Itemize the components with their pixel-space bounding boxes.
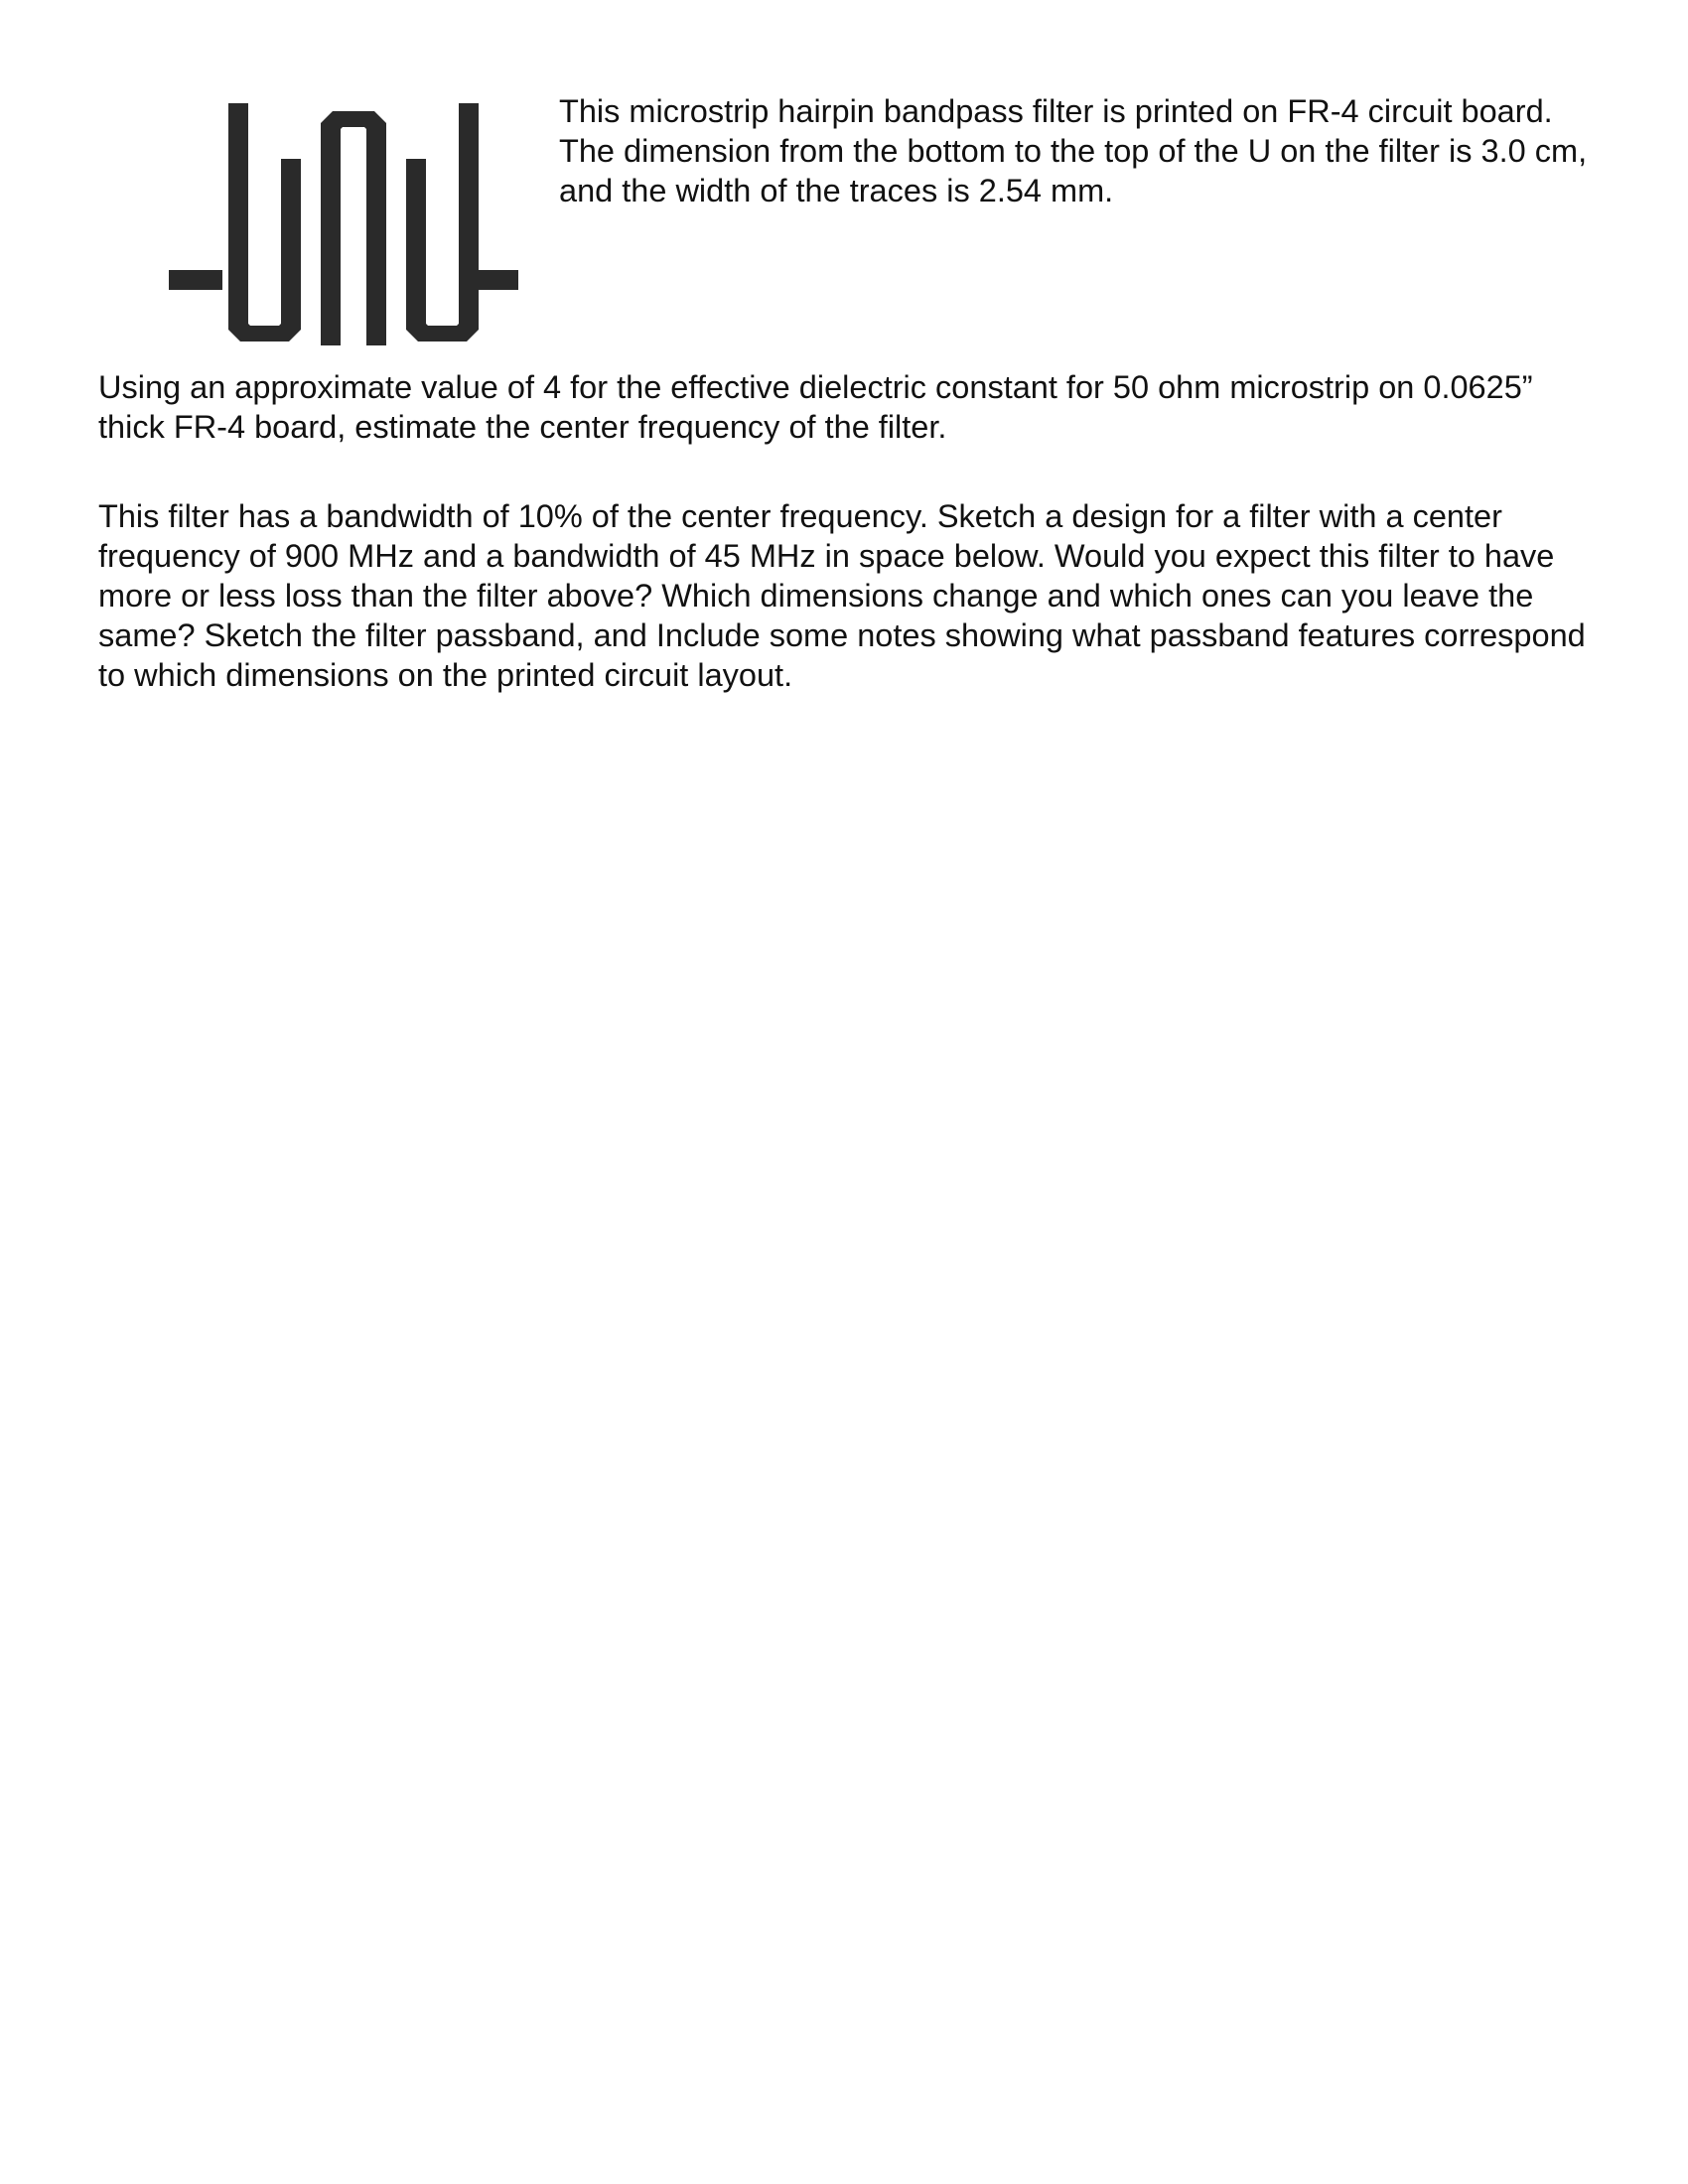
filter-description: This microstrip hairpin bandpass filter is printed on FR-4 circuit board. The dimension from the bottom to the top of the U on the filter is 3.0 cm, and the width of the traces is 2.54 mm. [559, 93, 1588, 208]
input-feed-line [169, 270, 222, 290]
output-feed-line [479, 270, 518, 290]
right-hairpin-resonator [406, 103, 479, 341]
left-hairpin-resonator [228, 103, 301, 341]
question-filter-design: This filter has a bandwidth of 10% of the center frequency. Sketch a design for a filter with a center frequency of 900 MHz and a bandwidth of 45 MHz in space below. Would you expect this filter to have more or less loss than the filter above? Which dimensions change and which ones can you leave the same? Sketch the filter passband, and Include some notes showing what passband features correspond to which dimensions on the printed circuit layout. [98, 498, 1586, 693]
hairpin-filter-diagram [167, 99, 519, 347]
question-center-frequency: Using an approximate value of 4 for the effective dielectric constant for 50 ohm microstrip on 0.0625” thick FR-4 board, estimate the center frequency of the filter. [98, 369, 1533, 445]
filter-traces [169, 103, 518, 345]
center-hairpin-resonator [321, 111, 386, 345]
